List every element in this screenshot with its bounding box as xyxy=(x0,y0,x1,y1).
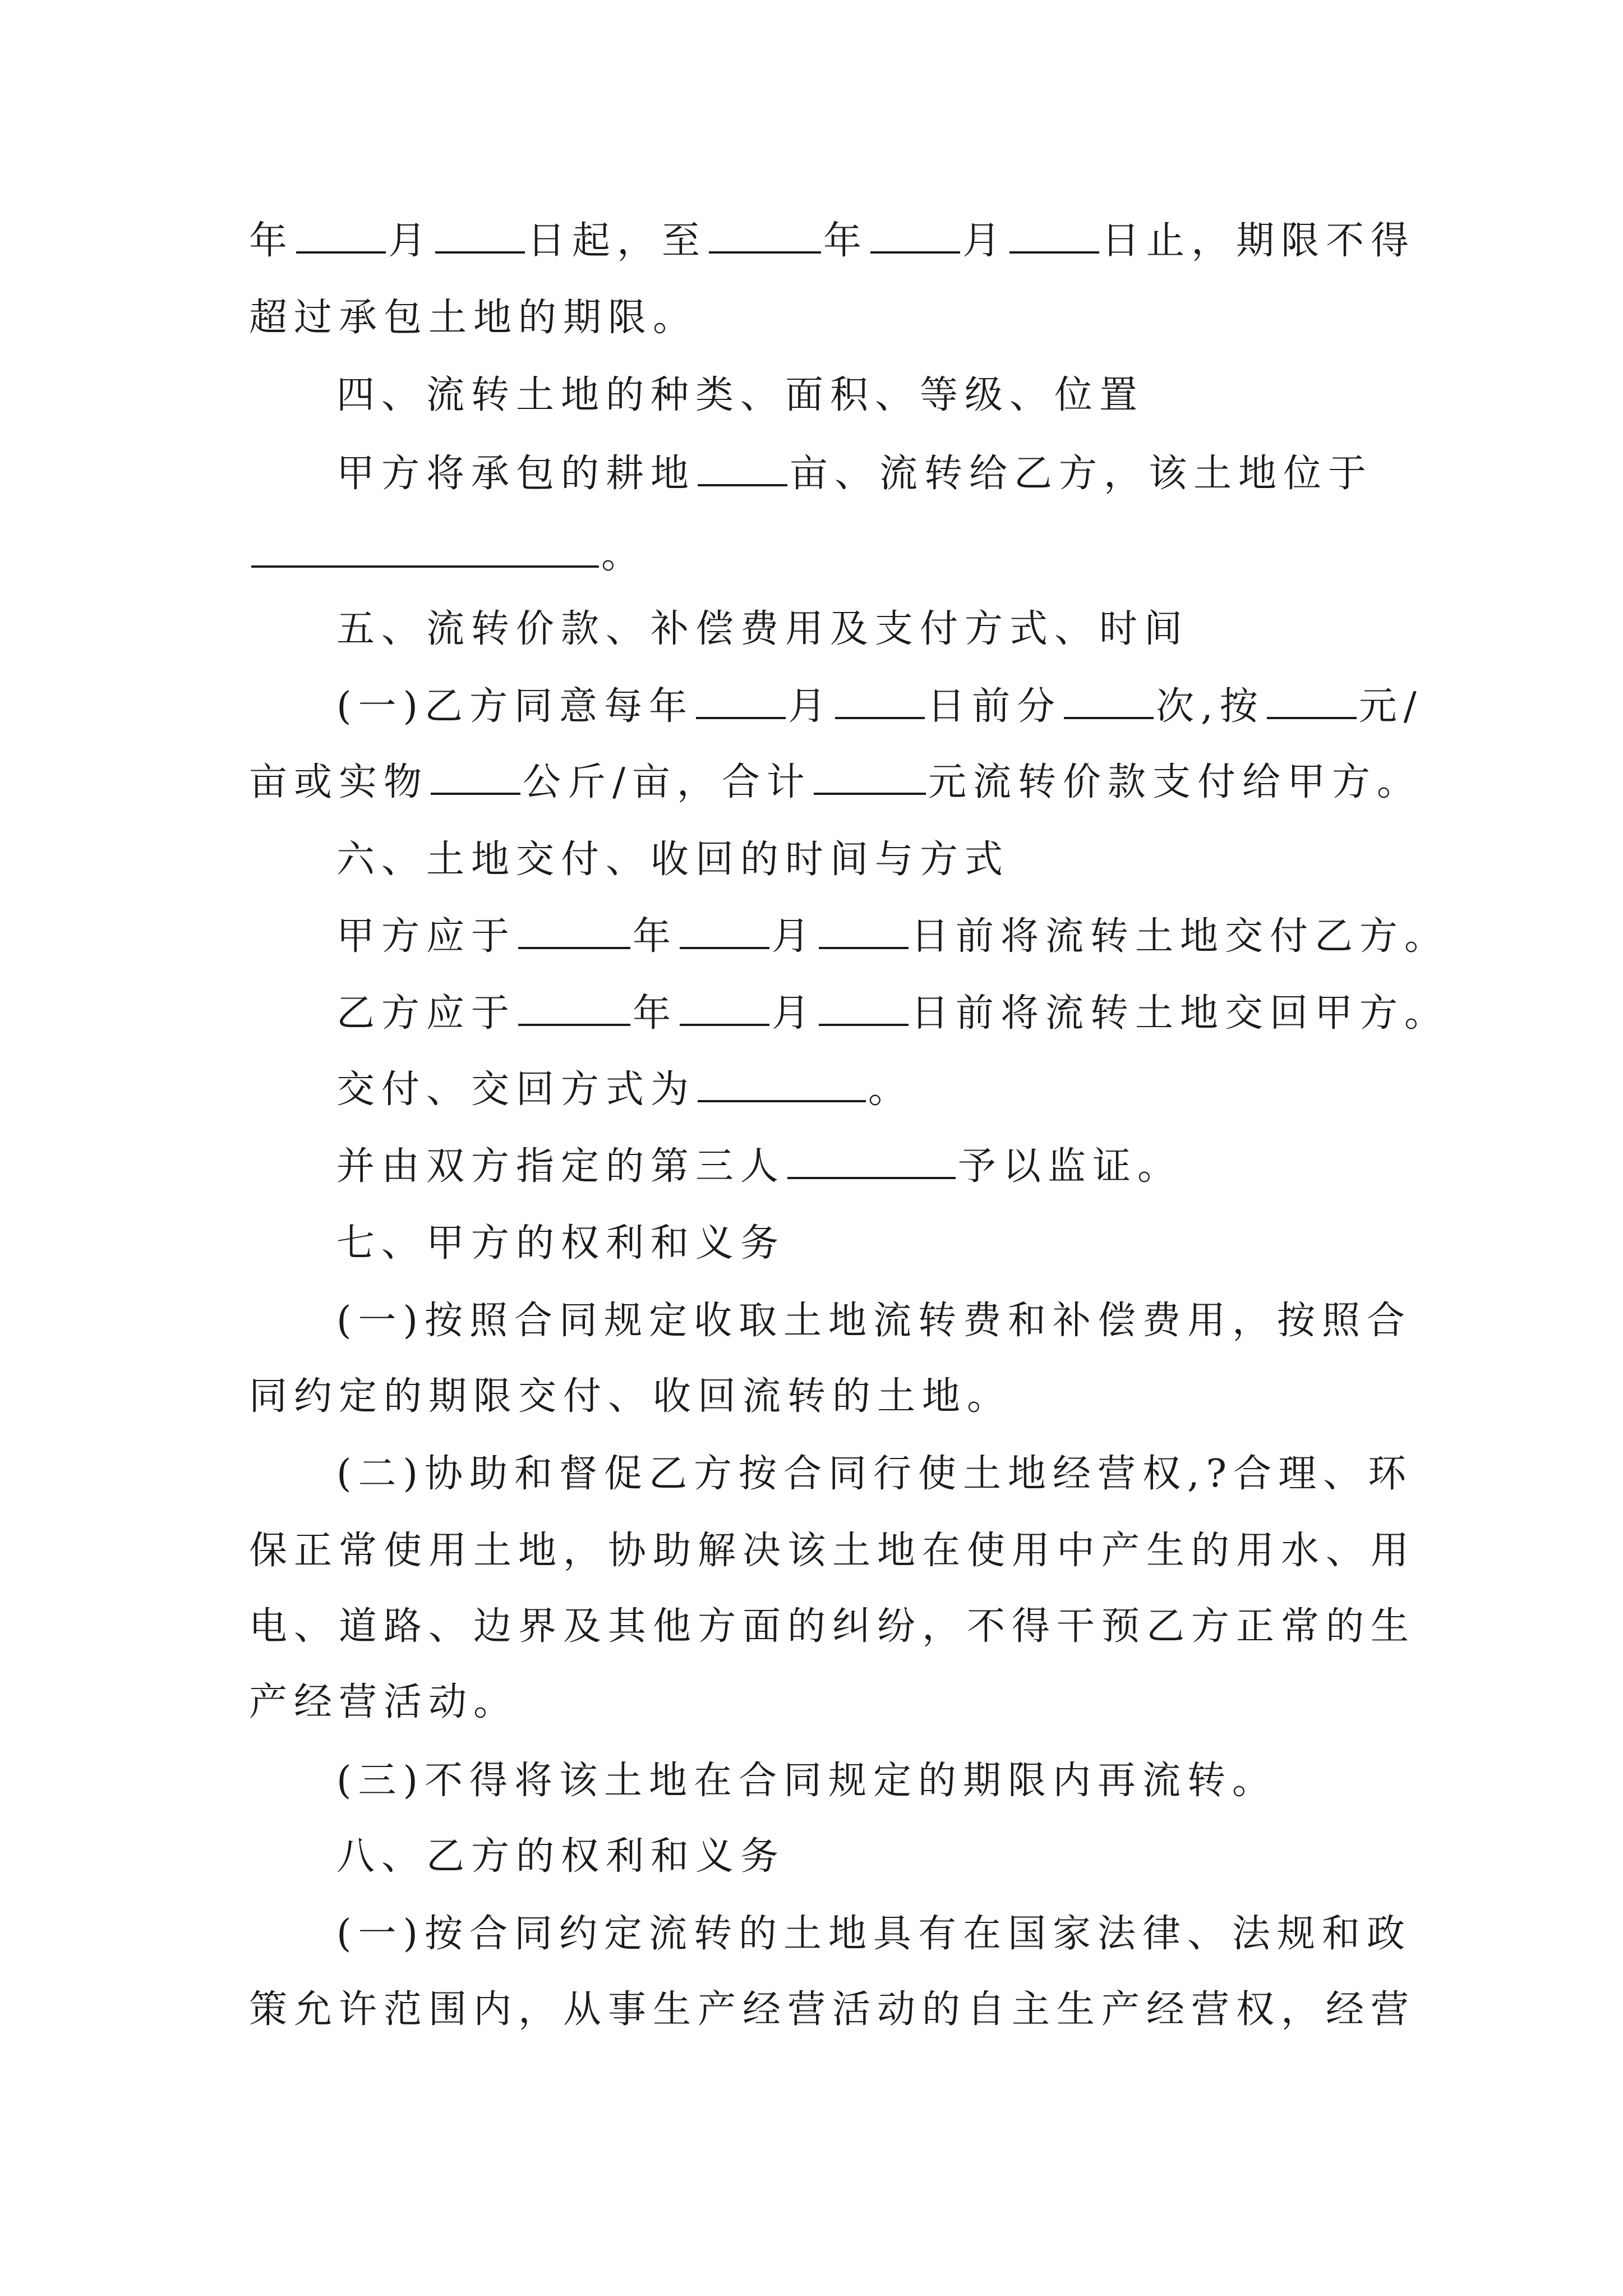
text-segment: 月 xyxy=(772,914,817,959)
text-segment: 次,按 xyxy=(1156,684,1265,729)
text-segment: 予以监证。 xyxy=(958,1144,1183,1189)
text-segment: 日前分 xyxy=(927,684,1062,729)
text-segment: 年 xyxy=(633,914,678,959)
fill-blank xyxy=(680,912,769,949)
fill-blank xyxy=(698,1065,866,1102)
section-heading: 八、乙方的权利和义务 xyxy=(336,1834,786,1879)
fill-blank xyxy=(1267,682,1357,719)
text-line xyxy=(0,754,1623,811)
fill-blank xyxy=(1009,217,1099,254)
section-heading: 六、土地交付、收回的时间与方式 xyxy=(336,838,1010,882)
text-segment: 日前将流转土地交付乙方。 xyxy=(911,914,1450,959)
text-line: 电、道路、边界及其他方面的纠纷，不得干预乙方正常的生 xyxy=(249,1604,1416,1649)
text-segment: 甲方将承包的耕地 xyxy=(336,452,696,496)
text-line xyxy=(0,1139,1623,1195)
text-segment: 公斤/亩，合计 xyxy=(523,760,811,804)
text-segment: 日前将流转土地交回甲方。 xyxy=(911,991,1450,1036)
text-segment: 日止，期限不得 xyxy=(1101,219,1416,263)
text-segment: 月 xyxy=(962,219,1008,263)
text-segment: 月 xyxy=(388,219,434,263)
fill-blank xyxy=(835,682,925,719)
text-line xyxy=(0,213,1623,269)
text-line xyxy=(0,446,1623,502)
fill-blank xyxy=(819,912,909,949)
text-segment: (一)乙方同意每年 xyxy=(336,684,694,729)
text-line: 同约定的期限交付、收回流转的土地。 xyxy=(249,1374,1012,1419)
text-segment: 亩或实物 xyxy=(249,760,429,804)
text-segment: 年 xyxy=(249,219,294,263)
fill-blank xyxy=(819,989,909,1026)
text-line: 策允许范围内，从事生产经营活动的自主生产经营权，经营 xyxy=(249,1987,1416,2032)
text-line xyxy=(0,909,1623,965)
fill-blank xyxy=(1064,682,1154,719)
text-segment: 乙方应于 xyxy=(336,991,517,1036)
text-segment: 元流转价款支付给甲方。 xyxy=(928,760,1422,804)
text-line: (一)按照合同规定收取土地流转费和补偿费用，按照合 xyxy=(336,1299,1412,1343)
text-segment: 甲方应于 xyxy=(336,914,517,959)
text-line: (二)协助和督促乙方按合同行使土地经营权,?合理、环 xyxy=(336,1452,1413,1496)
fill-blank xyxy=(814,758,926,795)
text-line: (一)按合同约定流转的土地具有在国家法律、法规和政 xyxy=(336,1912,1412,1956)
fill-blank xyxy=(251,531,599,568)
text-segment: 交付、交回方式为 xyxy=(336,1068,696,1112)
text-segment: 日起，至 xyxy=(527,219,707,263)
fill-blank xyxy=(787,1142,956,1179)
fill-blank xyxy=(680,989,769,1026)
text-segment: 元/ xyxy=(1358,684,1423,729)
section-heading: 四、流转土地的种类、面积、等级、位置 xyxy=(336,373,1145,417)
text-line xyxy=(0,679,1623,735)
text-segment: 亩、流转给乙方，该土地位于 xyxy=(790,452,1373,496)
text-segment: 月 xyxy=(772,991,817,1036)
text-line xyxy=(0,1062,1623,1118)
section-heading: 七、甲方的权利和义务 xyxy=(336,1221,786,1266)
text-segment: 年 xyxy=(633,991,678,1036)
text-segment: 并由双方指定的第三人 xyxy=(336,1144,786,1189)
text-line xyxy=(0,527,1623,583)
text-segment: 月 xyxy=(788,684,833,729)
text-line: 超过承包土地的期限。 xyxy=(249,296,698,340)
fill-blank xyxy=(431,758,520,795)
text-line: 产经营活动。 xyxy=(249,1680,519,1724)
fill-blank xyxy=(870,217,960,254)
fill-blank xyxy=(435,217,525,254)
fill-blank xyxy=(296,217,386,254)
text-segment: 。 xyxy=(601,533,647,577)
fill-blank xyxy=(709,217,821,254)
text-line: (三)不得将该土地在合同规定的期限内再流转。 xyxy=(336,1759,1278,1803)
text-line: 保正常使用土地，协助解决该土地在使用中产生的用水、用 xyxy=(249,1529,1416,1573)
fill-blank xyxy=(518,989,630,1026)
fill-blank xyxy=(518,912,630,949)
section-heading: 五、流转价款、补偿费用及支付方式、时间 xyxy=(336,607,1189,651)
fill-blank xyxy=(698,449,787,486)
fill-blank xyxy=(696,682,786,719)
text-segment: 年 xyxy=(823,219,869,263)
text-segment: 。 xyxy=(868,1068,914,1112)
text-line xyxy=(0,986,1623,1042)
